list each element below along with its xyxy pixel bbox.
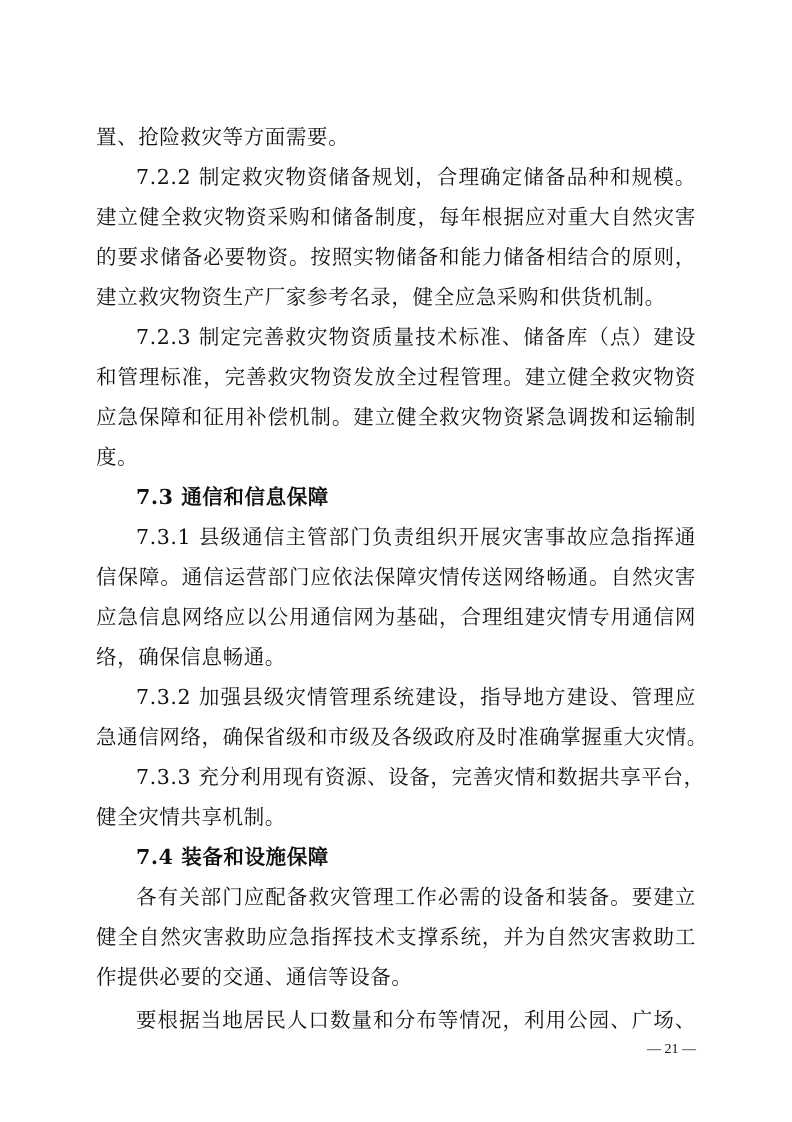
paragraph-7-3-3-line-1: 7.3.3 充分利用现有资源、设备，完善灾情和数据共享平台，: [136, 765, 705, 789]
paragraph-7-3-1-line-3: 应急信息网络应以公用通信网为基础，合理组建灾情专用通信网: [96, 605, 696, 629]
paragraph-7-3-1-line-2: 信保障。通信运营部门应依法保障灾情传送网络畅通。自然灾害: [96, 565, 696, 589]
paragraph-7-2-2-line-3: 的要求储备必要物资。按照实物储备和能力储备相结合的原则，: [96, 245, 696, 269]
paragraph-7-4-b-line-1: 要根据当地居民人口数量和分布等情况，利用公园、广场、: [136, 1008, 696, 1032]
page-number: — 21 —: [647, 1042, 696, 1057]
paragraph-7-2-2-line-4: 建立救灾物资生产厂家参考名录，健全应急采购和供货机制。: [96, 285, 666, 309]
paragraph-7-2-3-line-1: 7.2.3 制定完善救灾物资质量技术标准、储备库（点）建设: [136, 325, 696, 349]
paragraph-7-2-3-line-3: 应急保障和征用补偿机制。建立健全救灾物资紧急调拨和运输制: [96, 405, 696, 429]
paragraph-7-4-a-line-1: 各有关部门应配备救灾管理工作必需的设备和装备。要建立: [136, 885, 696, 909]
text-line-continuation: 置、抢险救灾等方面需要。: [96, 125, 350, 149]
section-heading-7-4: 7.4 装备和设施保障: [136, 845, 329, 869]
paragraph-7-3-2-line-2: 急通信网络，确保省级和市级及各级政府及时准确掌握重大灾情。: [96, 725, 708, 749]
paragraph-7-3-1-line-1: 7.3.1 县级通信主管部门负责组织开展灾害事故应急指挥通: [136, 525, 696, 549]
paragraph-7-3-1-line-4: 络，确保信息畅通。: [96, 645, 286, 669]
paragraph-7-4-a-line-3: 作提供必要的交通、通信等设备。: [96, 965, 413, 989]
paragraph-7-3-2-line-1: 7.3.2 加强县级灾情管理系统建设，指导地方建设、管理应: [136, 685, 696, 709]
section-heading-7-3: 7.3 通信和信息保障: [136, 485, 329, 509]
paragraph-7-4-a-line-2: 健全自然灾害救助应急指挥技术支撑系统，并为自然灾害救助工: [96, 925, 696, 949]
paragraph-7-2-2-line-2: 建立健全救灾物资采购和储备制度，每年根据应对重大自然灾害: [96, 205, 696, 229]
paragraph-7-3-3-line-2: 健全灾情共享机制。: [96, 805, 286, 829]
paragraph-7-2-3-line-4: 度。: [96, 445, 139, 469]
paragraph-7-2-3-line-2: 和管理标准，完善救灾物资发放全过程管理。建立健全救灾物资: [96, 365, 696, 389]
paragraph-7-2-2-line-1: 7.2.2 制定救灾物资储备规划，合理确定储备品种和规模。: [136, 165, 696, 189]
